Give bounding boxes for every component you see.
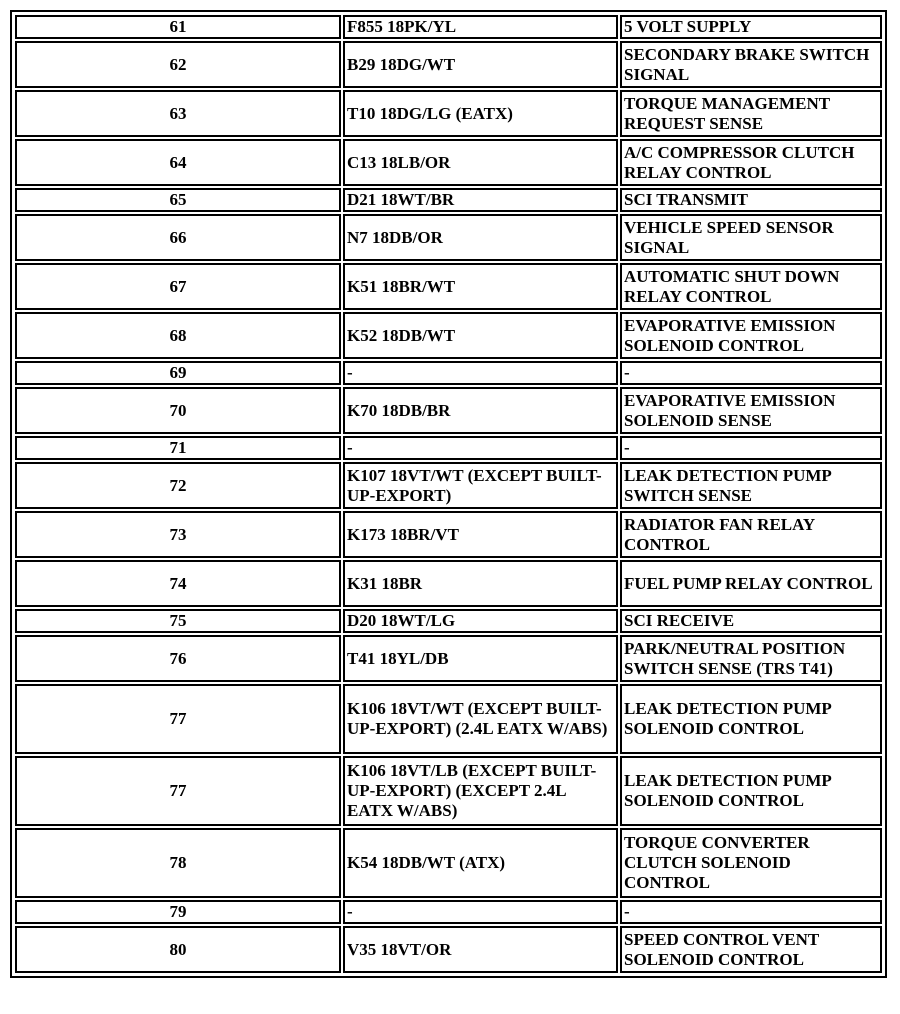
- table-row: [15, 188, 882, 212]
- cavity-cell: 73: [15, 511, 341, 558]
- wire-cell: D20 18WT/LG: [343, 609, 618, 633]
- cavity-cell: 77: [15, 756, 341, 826]
- wire-cell: F855 18PK/YL: [343, 15, 618, 39]
- wire-cell: V35 18VT/OR: [343, 926, 618, 973]
- wire-cell: K106 18VT/WT (EXCEPT BUILT-UP-EXPORT) (2.4L EATX W/ABS): [343, 684, 618, 754]
- table-row: [15, 828, 882, 898]
- wire-cell: K54 18DB/WT (ATX): [343, 828, 618, 898]
- wire-cell: C13 18LB/OR: [343, 139, 618, 186]
- cavity-cell: 77: [15, 684, 341, 754]
- function-cell: TORQUE CONVERTER CLUTCH SOLENOID CONTROL: [620, 828, 882, 898]
- wire-cell: K107 18VT/WT (EXCEPT BUILT-UP-EXPORT): [343, 462, 618, 509]
- table-row: [15, 609, 882, 633]
- wire-cell: K31 18BR: [343, 560, 618, 607]
- function-cell: RADIATOR FAN RELAY CONTROL: [620, 511, 882, 558]
- table-row: [15, 926, 882, 973]
- table-row: [15, 387, 882, 434]
- wire-cell: -: [343, 436, 618, 460]
- cavity-cell: 79: [15, 900, 341, 924]
- table-row: [15, 90, 882, 137]
- cavity-cell: 71: [15, 436, 341, 460]
- wire-cell: -: [343, 900, 618, 924]
- cavity-cell: 80: [15, 926, 341, 973]
- wire-cell: K51 18BR/WT: [343, 263, 618, 310]
- table-row: [15, 15, 882, 39]
- table-row: [15, 462, 882, 509]
- cavity-cell: 76: [15, 635, 341, 682]
- table-row: [15, 900, 882, 924]
- table-row: [15, 263, 882, 310]
- table-row: [15, 361, 882, 385]
- function-cell: VEHICLE SPEED SENSOR SIGNAL: [620, 214, 882, 261]
- function-cell: -: [620, 900, 882, 924]
- cavity-cell: 63: [15, 90, 341, 137]
- function-cell: LEAK DETECTION PUMP SOLENOID CONTROL: [620, 756, 882, 826]
- function-cell: -: [620, 436, 882, 460]
- function-cell: LEAK DETECTION PUMP SOLENOID CONTROL: [620, 684, 882, 754]
- wire-cell: D21 18WT/BR: [343, 188, 618, 212]
- wire-cell: T10 18DG/LG (EATX): [343, 90, 618, 137]
- function-cell: PARK/NEUTRAL POSITION SWITCH SENSE (TRS T41): [620, 635, 882, 682]
- wire-cell: K173 18BR/VT: [343, 511, 618, 558]
- wire-cell: K52 18DB/WT: [343, 312, 618, 359]
- function-cell: A/C COMPRESSOR CLUTCH RELAY CONTROL: [620, 139, 882, 186]
- cavity-cell: 61: [15, 15, 341, 39]
- pinout-table: [13, 13, 884, 975]
- function-cell: -: [620, 361, 882, 385]
- function-cell: FUEL PUMP RELAY CONTROL: [620, 560, 882, 607]
- function-cell: SECONDARY BRAKE SWITCH SIGNAL: [620, 41, 882, 88]
- table-row: [15, 756, 882, 826]
- table-row: [15, 511, 882, 558]
- cavity-cell: 66: [15, 214, 341, 261]
- function-cell: SPEED CONTROL VENT SOLENOID CONTROL: [620, 926, 882, 973]
- cavity-cell: 65: [15, 188, 341, 212]
- cavity-cell: 74: [15, 560, 341, 607]
- wire-cell: K70 18DB/BR: [343, 387, 618, 434]
- table-row: [15, 635, 882, 682]
- cavity-cell: 72: [15, 462, 341, 509]
- function-cell: EVAPORATIVE EMISSION SOLENOID CONTROL: [620, 312, 882, 359]
- table-row: [15, 139, 882, 186]
- cavity-cell: 67: [15, 263, 341, 310]
- function-cell: TORQUE MANAGEMENT REQUEST SENSE: [620, 90, 882, 137]
- cavity-cell: 78: [15, 828, 341, 898]
- cavity-cell: 68: [15, 312, 341, 359]
- table-row: [15, 312, 882, 359]
- cavity-cell: 70: [15, 387, 341, 434]
- cavity-cell: 75: [15, 609, 341, 633]
- table-row: [15, 436, 882, 460]
- wire-cell: T41 18YL/DB: [343, 635, 618, 682]
- cavity-cell: 69: [15, 361, 341, 385]
- function-cell: AUTOMATIC SHUT DOWN RELAY CONTROL: [620, 263, 882, 310]
- function-cell: SCI TRANSMIT: [620, 188, 882, 212]
- table-row: [15, 41, 882, 88]
- wire-cell: N7 18DB/OR: [343, 214, 618, 261]
- function-cell: LEAK DETECTION PUMP SWITCH SENSE: [620, 462, 882, 509]
- table-row: [15, 560, 882, 607]
- function-cell: 5 VOLT SUPPLY: [620, 15, 882, 39]
- wire-cell: B29 18DG/WT: [343, 41, 618, 88]
- table-row: [15, 684, 882, 754]
- connector-pinout-table: [10, 10, 887, 978]
- function-cell: EVAPORATIVE EMISSION SOLENOID SENSE: [620, 387, 882, 434]
- cavity-cell: 62: [15, 41, 341, 88]
- function-cell: SCI RECEIVE: [620, 609, 882, 633]
- cavity-cell: 64: [15, 139, 341, 186]
- wire-cell: K106 18VT/LB (EXCEPT BUILT-UP-EXPORT) (EXCEPT 2.4L EATX W/ABS): [343, 756, 618, 826]
- table-row: [15, 214, 882, 261]
- wire-cell: -: [343, 361, 618, 385]
